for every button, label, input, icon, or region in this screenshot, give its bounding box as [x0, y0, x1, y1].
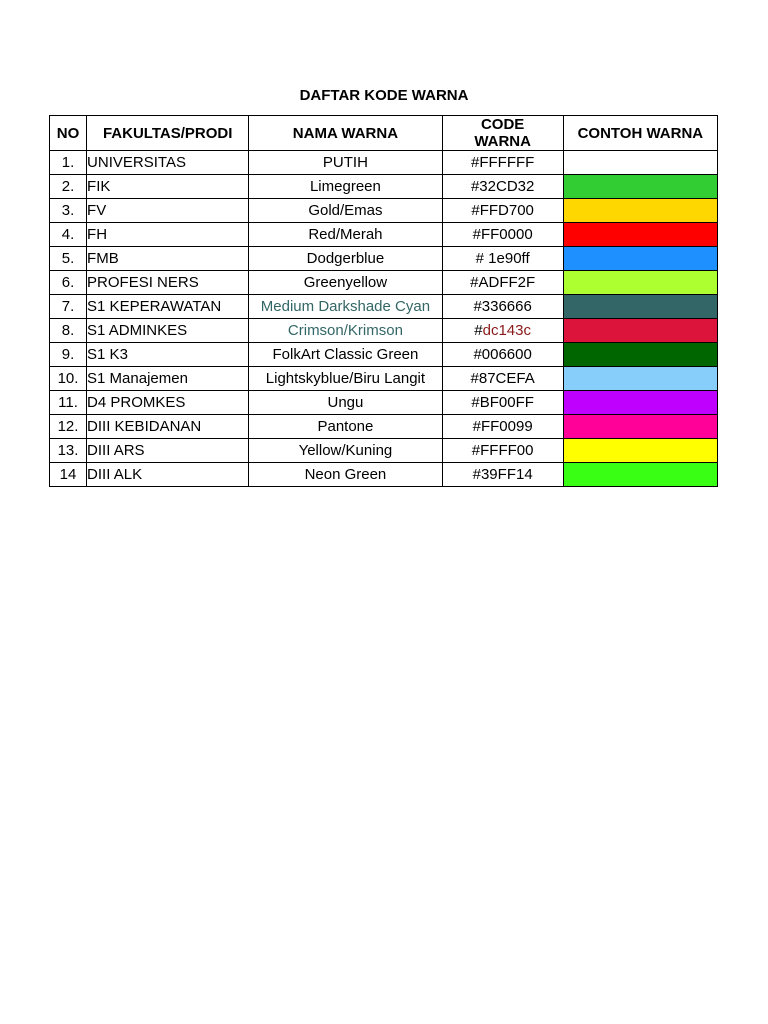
fakultas-prodi-cell: S1 Manajemen — [87, 367, 249, 391]
row-number: 12. — [50, 415, 87, 439]
color-swatch — [563, 463, 717, 487]
table-row — [50, 175, 718, 199]
nama-warna-cell: Red/Merah — [249, 223, 442, 247]
color-swatch — [563, 175, 717, 199]
nama-warna-cell: Medium Darkshade Cyan — [249, 295, 442, 319]
row-number: 5. — [50, 247, 87, 271]
code-warna-cell: #39FF14 — [442, 463, 563, 487]
nama-warna-cell: Ungu — [249, 391, 442, 415]
nama-warna-cell: Neon Green — [249, 463, 442, 487]
row-number: 9. — [50, 343, 87, 367]
fakultas-prodi-cell: UNIVERSITAS — [87, 151, 249, 175]
fakultas-prodi-cell: S1 K3 — [87, 343, 249, 367]
header-contoh-warna: CONTOH WARNA — [563, 116, 717, 151]
color-swatch — [563, 271, 717, 295]
nama-warna-cell: Greenyellow — [249, 271, 442, 295]
code-value: dc143c — [482, 322, 531, 339]
row-number: 7. — [50, 295, 87, 319]
color-swatch — [563, 343, 717, 367]
code-warna-cell: #FFFF00 — [442, 439, 563, 463]
code-warna-cell: #32CD32 — [442, 175, 563, 199]
row-number: 4. — [50, 223, 87, 247]
row-number: 14 — [50, 463, 87, 487]
table-row — [50, 151, 718, 175]
nama-warna-cell: Crimson/Krimson — [249, 319, 442, 343]
color-swatch — [563, 319, 717, 343]
color-swatch — [563, 199, 717, 223]
code-warna-cell: #336666 — [442, 295, 563, 319]
fakultas-prodi-cell: D4 PROMKES — [87, 391, 249, 415]
color-swatch — [563, 295, 717, 319]
nama-warna-cell: PUTIH — [249, 151, 442, 175]
row-number: 13. — [50, 439, 87, 463]
nama-warna-cell: Limegreen — [249, 175, 442, 199]
table-row — [50, 367, 718, 391]
code-warna-cell: #FFD700 — [442, 199, 563, 223]
fakultas-prodi-cell: DIII ALK — [87, 463, 249, 487]
fakultas-prodi-cell: PROFESI NERS — [87, 271, 249, 295]
nama-warna-cell: Gold/Emas — [249, 199, 442, 223]
nama-warna-cell: Lightskyblue/Biru Langit — [249, 367, 442, 391]
header-code-line1: CODE — [480, 116, 525, 133]
nama-warna-cell: FolkArt Classic Green — [249, 343, 442, 367]
table-row — [50, 319, 718, 343]
hash-symbol: # — [474, 322, 483, 339]
fakultas-prodi-cell: DIII KEBIDANAN — [87, 415, 249, 439]
color-code-table — [49, 115, 718, 487]
table-row — [50, 391, 718, 415]
code-warna-cell: # 1e90ff — [442, 247, 563, 271]
code-warna-cell: #FF0000 — [442, 223, 563, 247]
page-title: DAFTAR KODE WARNA — [299, 87, 469, 104]
code-warna-cell: #BF00FF — [442, 391, 563, 415]
nama-warna-cell: Pantone — [249, 415, 442, 439]
table-row — [50, 223, 718, 247]
row-number: 2. — [50, 175, 87, 199]
row-number: 8. — [50, 319, 87, 343]
color-swatch — [563, 391, 717, 415]
row-number: 11. — [50, 391, 87, 415]
fakultas-prodi-cell: FIK — [87, 175, 249, 199]
header-code-line2: WARNA — [474, 133, 531, 150]
row-number: 10. — [50, 367, 87, 391]
table-row — [50, 439, 718, 463]
header-code-warna — [442, 116, 563, 151]
header-fakultas: FAKULTAS/PRODI — [87, 116, 249, 151]
fakultas-prodi-cell: S1 ADMINKES — [87, 319, 249, 343]
table-header-row — [50, 116, 718, 151]
fakultas-prodi-cell: S1 KEPERAWATAN — [87, 295, 249, 319]
color-swatch — [563, 223, 717, 247]
code-warna-cell: #FF0099 — [442, 415, 563, 439]
row-number: 6. — [50, 271, 87, 295]
nama-warna-cell: Yellow/Kuning — [249, 439, 442, 463]
header-nama-warna: NAMA WARNA — [249, 116, 442, 151]
table-row — [50, 247, 718, 271]
table-row — [50, 295, 718, 319]
fakultas-prodi-cell: FV — [87, 199, 249, 223]
code-warna-cell — [442, 319, 563, 343]
fakultas-prodi-cell: FMB — [87, 247, 249, 271]
row-number: 1. — [50, 151, 87, 175]
row-number: 3. — [50, 199, 87, 223]
color-swatch — [563, 247, 717, 271]
color-swatch — [563, 367, 717, 391]
color-swatch — [563, 151, 717, 175]
fakultas-prodi-cell: DIII ARS — [87, 439, 249, 463]
color-swatch — [563, 415, 717, 439]
header-no: NO — [50, 116, 87, 151]
code-warna-cell: #FFFFFF — [442, 151, 563, 175]
color-swatch — [563, 439, 717, 463]
table-row — [50, 199, 718, 223]
table-row — [50, 271, 718, 295]
code-warna-cell: #006600 — [442, 343, 563, 367]
nama-warna-cell: Dodgerblue — [249, 247, 442, 271]
table-row — [50, 463, 718, 487]
fakultas-prodi-cell: FH — [87, 223, 249, 247]
table-row — [50, 343, 718, 367]
code-warna-cell: #ADFF2F — [442, 271, 563, 295]
table-row — [50, 415, 718, 439]
code-warna-cell: #87CEFA — [442, 367, 563, 391]
